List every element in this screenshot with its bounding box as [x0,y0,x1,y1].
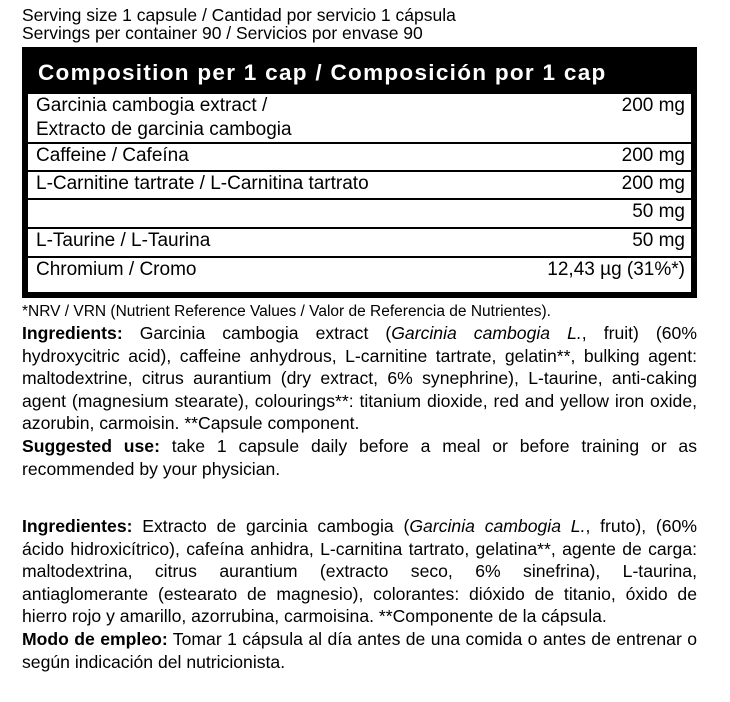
ingredient-name: Caffeine / Cafeína [36,145,189,166]
ingredient-name: Chromium / Cromo [36,259,197,280]
latin-name: Garcinia cambogia L. [391,323,582,343]
suggested-use-text: take 1 capsule daily before a meal or before training or as recommended by your physician. [22,435,698,479]
composition-table [22,47,697,298]
nrv-footnote: *NRV / VRN (Nutrient Reference Values / Valor de Referencia de Nutrientes). [22,303,551,320]
ingredientes-text: , fruto), (60% ácido hidroxicítrico), cafeína anhidra, L-carnitina tartrato, gelatina**, agente de carga: maltodextrina, citrus aurantium (extracto seco, 6% sinefrina), L-taurina, antiaglomerante (estearato de magnesio), colorantes: dióxido de titanio, óxido de hierro rojo y amarillo, azorrubina, carmoisina. **Componente de la cápsula. [22,516,697,627]
table-row [28,227,691,256]
suggested-use-label: Suggested use: [22,435,160,456]
modo-de-empleo-paragraph [22,628,697,673]
ingredients-paragraph [22,322,697,435]
table-row [28,170,691,198]
ingredients-label: Ingredients: [22,323,123,343]
table-header: Composition per 1 cap / Composición por 1 cap [28,53,691,92]
ingredient-name: Garcinia cambogia extract / Extracto de garcinia cambogia [36,95,292,140]
ingredient-amount: 50 mg [632,230,685,251]
table-row [28,198,691,227]
ingredients-text: Garcinia cambogia extract ( [122,323,392,343]
ingredientes-label: Ingredientes: [22,516,133,536]
ingredients-text: , fruit) (60% hydroxycitric acid), caffeine anhydrous, L-carnitine tartrate, gelatin**, bulking agent: maltodextrine, citrus aurantium (dry extract, 6% synephrine), L-taurine, anti-caking agent (magnesium stearate), colourings**: titanium dioxide, red and yellow iron oxide, azorubin, carmoisin. **Capsule component. [22,323,697,434]
ingredient-amount: 200 mg [621,173,685,194]
ingredient-amount: 12,43 µg (31%*) [547,259,685,280]
ingredient-amount: 200 mg [621,95,685,116]
serving-size-line: Serving size 1 capsule / Cantidad por servicio 1 cápsula [22,5,456,25]
ingredientes-text: Extracto de garcinia cambogia ( [132,516,410,536]
spanish-section [22,515,697,673]
suggested-use-paragraph [22,435,697,480]
ingredient-name: L-Carnitine tartrate / L-Carnitina tartrato [36,173,369,194]
table-row [28,92,691,142]
english-section [22,302,697,480]
latin-name: Garcinia cambogia L. [409,516,586,536]
modo-de-empleo-text: Tomar 1 cápsula al día antes de una comida o antes de entrenar o según indicación del nutricionista. [22,628,697,672]
table-row [28,256,691,292]
ingredient-amount: 200 mg [621,145,685,166]
ingredientes-paragraph [22,515,697,628]
table-row [28,142,691,170]
servings-per-container-line: Servings per container 90 / Servicios por envase 90 [22,23,423,43]
modo-de-empleo-label: Modo de empleo: [22,628,168,649]
ingredient-amount: 50 mg [632,201,685,222]
ingredient-name: L-Taurine / L-Taurina [36,230,211,251]
